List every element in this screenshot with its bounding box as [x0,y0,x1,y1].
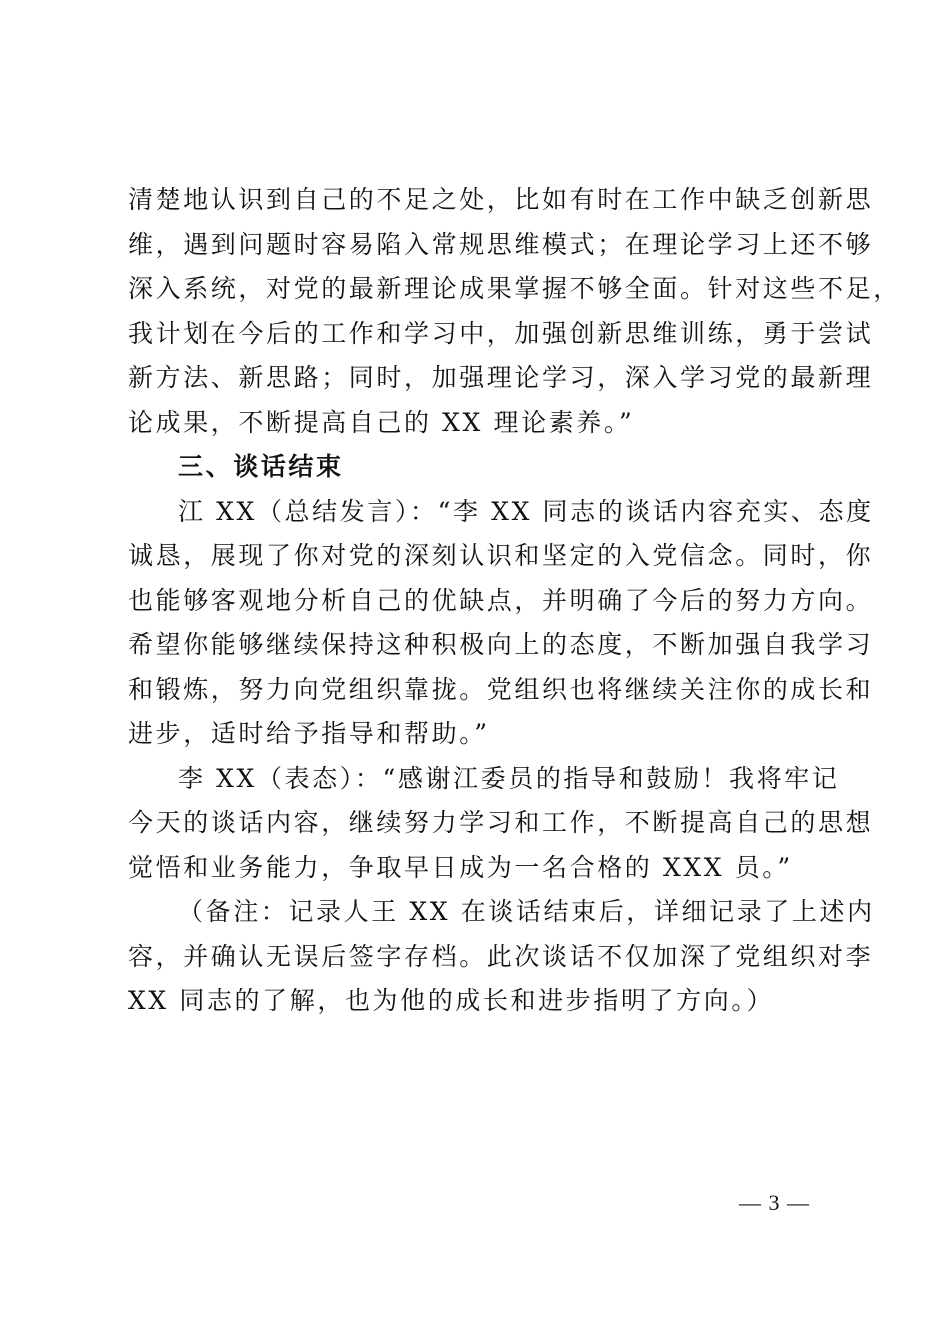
text-line: （备注：记录人王 XX 在谈话结束后，详细记录了上述内 [178,897,875,926]
paragraph-self-assessment [128,178,901,445]
text-line: 清楚地认识到自己的不足之处，比如有时在工作中缺乏创新思 [128,185,874,214]
text-line: 新方法、新思路；同时，加强理论学习，深入学习党的最新理 [128,363,874,392]
text-line: 今天的谈话内容，继续努力学习和工作，不断提高自己的思想 [128,808,874,837]
text-line: 希望你能够继续保持这种积极向上的态度，不断加强自我学习 [128,630,874,659]
text-line: 江 XX（总结发言）：“李 XX 同志的谈话内容充实、态度 [178,496,874,526]
text-line: 觉悟和业务能力，争取早日成为一名合格的 XXX 员。” [128,852,793,882]
text-line: 李 XX（表态）：“感谢江委员的指导和鼓励！我将牢记 [178,763,840,793]
text-line: 深入系统，对党的最新理论成果掌握不够全面。针对这些不足， [128,274,901,303]
text-line: 和锻炼，努力向党组织靠拢。党组织也将继续关注你的成长和 [128,674,874,704]
text-line: 容，并确认无误后签字存档。此次谈话不仅加深了党组织对李 [128,941,874,971]
text-line: 也能够客观地分析自己的优缺点，并明确了今后的努力方向。 [128,585,874,615]
paragraph-statement [128,757,874,891]
text-line: 我计划在今后的工作和学习中，加强创新思维训练，勇于尝试 [128,318,874,348]
text-line: 维，遇到问题时容易陷入常规思维模式；在理论学习上还不够 [128,229,874,259]
text-line: 进步，适时给予指导和帮助。” [128,719,490,748]
document-body [128,178,901,1024]
text-line: XX 同志的了解，也为他的成长和进步指明了方向。） [128,986,775,1015]
paragraph-summary-speech [128,490,874,757]
text-line: 论成果，不断提高自己的 XX 理论素养。” [128,407,635,437]
text-line: 诚恳，展现了你对党的深刻认识和坚定的入党信念。同时，你 [128,541,874,570]
page-number: — 3 — [739,1190,810,1215]
paragraph-note [128,890,875,1024]
section-heading: 三、谈话结束 [178,452,344,481]
